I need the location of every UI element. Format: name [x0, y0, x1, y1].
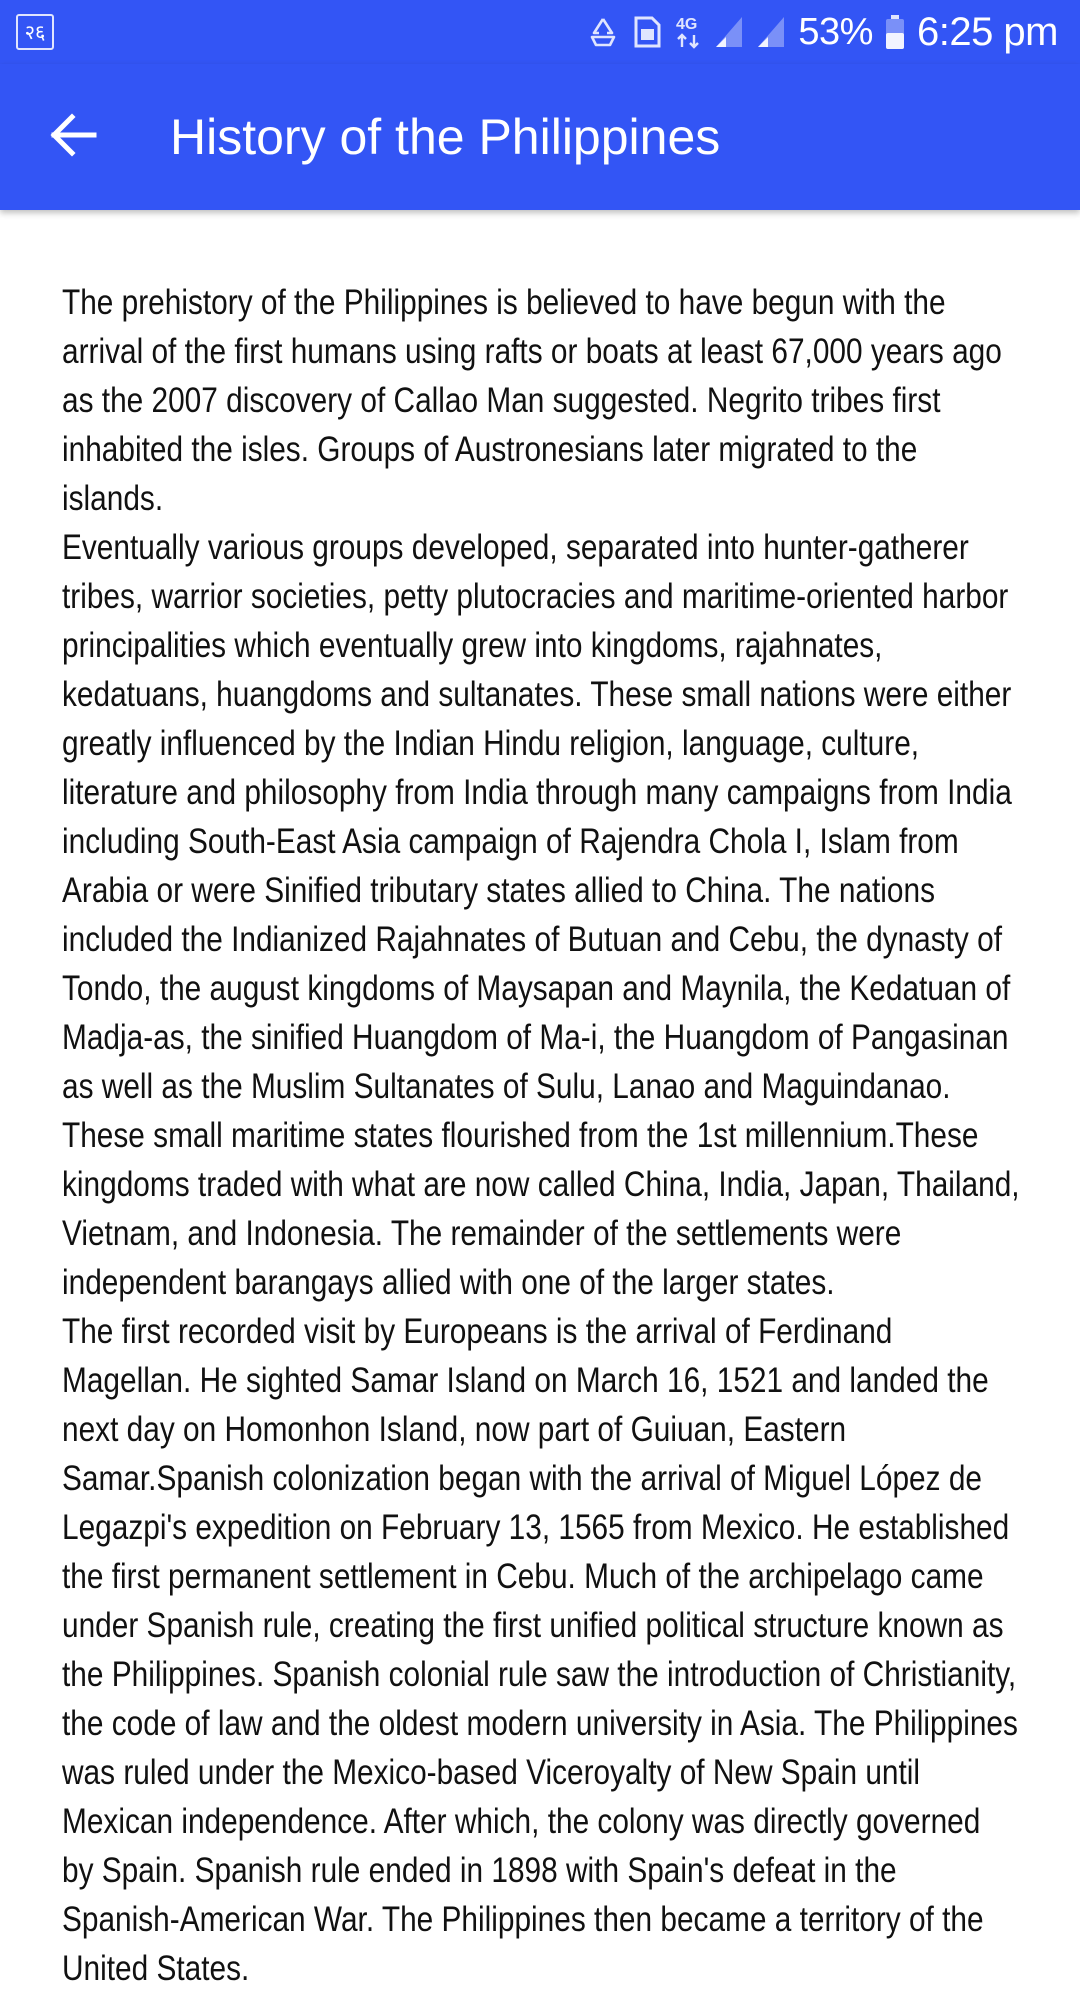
sim-card-icon: [632, 15, 662, 49]
article-paragraph-3: The first recorded visit by Europeans is the arrival of Ferdinand Magellan. He sighted Samar Island on March 16, 1521 and landed the next day on Homonhon Island, now part of Guiuan, Eastern Samar.Spanish colonization began with the arrival of Miguel López de Legazpi's expedition on February 13, 1565 from Mexico. He established the first permanent settlement in Cebu. Much of the archipelago came under Spanish rule, creating the first unified political structure known as the Philippines. Spanish colonial rule saw the introduction of Christianity, the code of law and the oldest modern university in Asia. The Philippines was ruled under the Mexico-based Viceroyalty of New Spain until Mexican independence. After which, the colony was directly governed by Spain. Spanish rule ended in 1898 with Spain's defeat in the Spanish-American War. The Philippines then became a territory of the United States.: [62, 1311, 1018, 1988]
battery-icon: [885, 14, 905, 50]
article-paragraph-2: Eventually various groups developed, separated into hunter-gatherer tribes, warrior societies, petty plutocracies and maritime-oriented harbor principalities which eventually grew into kingdoms, rajahnates, kedatuans, huangdoms and sultanates. These small nations were either greatly influenced by the Indian Hindu religion, language, culture, literature and philosophy from India through many campaigns from India including South-East Asia campaign of Rajendra Chola I, Islam from Arabia or were Sinified tributary states allied to China. The nations included the Indianized Rajahnates of Butuan and Cebu, the dynasty of Tondo, the august kingdoms of Maysapan and Maynila, the Kedatuan of Madja-as, the sinified Huangdom of Ma-i, the Huangdom of Pangasinan as well as the Muslim Sultanates of Sulu, Lanao and Maguindanao. These small maritime states flourished from the 1st millennium.These kingdoms traded with what are now called China, India, Japan, Thailand, Vietnam, and Indonesia. The remainder of the settlements were independent barangays allied with one of the larger states.: [62, 527, 1020, 1302]
arrow-left-icon: [50, 115, 96, 160]
status-icons: [586, 0, 1058, 64]
battery-percentage: 53%: [798, 10, 873, 53]
app-bar: [0, 64, 1080, 210]
clock: 6:25 pm: [916, 9, 1058, 54]
4g-icon: [674, 13, 702, 51]
page-title: History of the Philippines: [170, 109, 721, 165]
article-body: [62, 278, 1020, 1993]
article-paragraph-1: The prehistory of the Philippines is believed to have begun with the arrival of the first humans using rafts or boats at least 67,000 years ago as the 2007 discovery of Callao Man suggested. Negrito tribes first inhabited the isles. Groups of Austronesians later migrated to the islands.: [62, 282, 1002, 518]
signal-icon-2: [756, 15, 786, 49]
recycle-icon: [586, 15, 620, 49]
back-button[interactable]: [36, 110, 110, 164]
notification-icon: २६: [16, 14, 54, 50]
status-bar: [0, 0, 1080, 64]
svg-text:4G: 4G: [676, 16, 698, 33]
article-content[interactable]: [62, 278, 1020, 1988]
signal-icon-1: [714, 15, 744, 49]
